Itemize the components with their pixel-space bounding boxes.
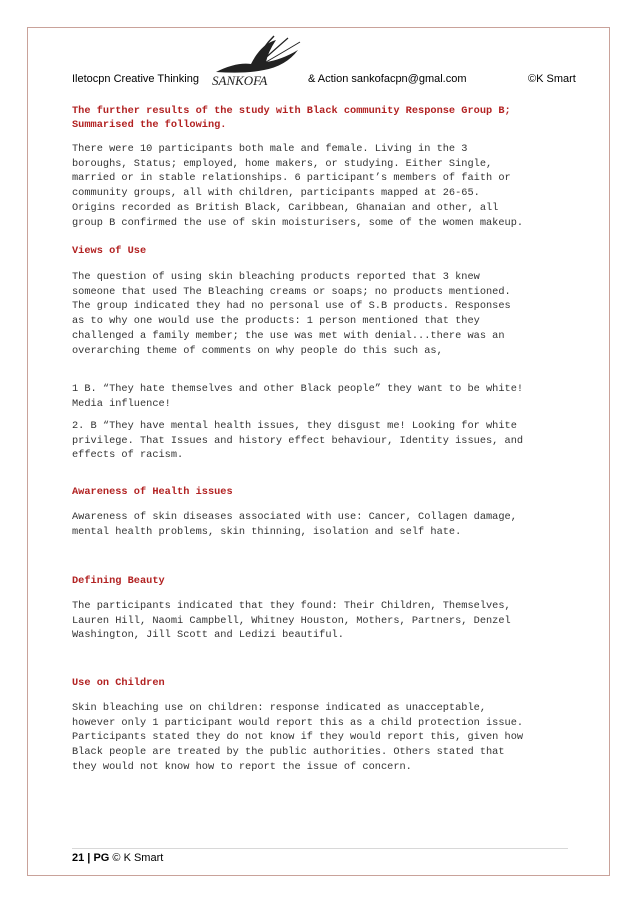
sankofa-logo-icon xyxy=(206,32,306,88)
footer-pg-label: PG xyxy=(93,852,110,864)
header-left-text: Iletocpn Creative Thinking xyxy=(72,73,199,85)
children-paragraph: Skin bleaching use on children: response indicated as unacceptable, however only 1 participant would report this as a child protection issue. Participants stated they do not know if they would report this, given how Black people are treated by the public authorities. Others stated that they would not know how to report the issue of concern. xyxy=(72,702,524,773)
page-footer xyxy=(72,852,163,864)
views-of-use-heading: Views of Use xyxy=(72,245,147,257)
intro-heading-line1: The further results of the study with Black community Response Group B; xyxy=(72,105,511,117)
logo-wordmark: SANKOFA xyxy=(212,73,268,88)
quote-1b: 1 B. “They hate themselves and other Black people” they want to be white! Media influence! xyxy=(72,383,524,410)
beauty-paragraph: The participants indicated that they found: Their Children, Themselves, Lauren Hill, Naomi Campbell, Whitney Houston, Mothers, Partners, Denzel Washington, Jill Scott and Ledizi beautiful. xyxy=(72,600,511,642)
children-heading: Use on Children xyxy=(72,677,165,689)
awareness-paragraph: Awareness of skin diseases associated with use: Cancer, Collagen damage, mental health problems, skin thinning, isolation and self hate. xyxy=(72,511,517,538)
footer-divider xyxy=(72,848,568,849)
footer-copyright: © K Smart xyxy=(109,852,164,864)
header-middle-text: & Action sankofacpn@gmal.com xyxy=(308,73,467,85)
page-header xyxy=(72,70,574,90)
page-number: 21 xyxy=(72,852,85,864)
intro-paragraph: There were 10 participants both male and female. Living in the 3 boroughs, Status; employed, home makers, or studying. Either Single, married or in stable relationships. 6 participant’s members of faith or community groups, all with children, participants mapped at 26-65. Origins recorded as British Black, Caribbean, Ghanaian and other, all group B confirmed the use of skin moisturisers, some of the women makeup. xyxy=(72,143,524,229)
footer-separator: | xyxy=(84,852,94,864)
awareness-heading: Awareness of Health issues xyxy=(72,486,233,498)
beauty-heading: Defining Beauty xyxy=(72,575,165,587)
header-copyright: ©K Smart xyxy=(528,73,576,85)
intro-heading-line2: Summarised the following. xyxy=(72,119,227,131)
quote-2b: 2. B “They have mental health issues, they disgust me! Looking for white privilege. That Issues and history effect behaviour, Identity issues, and effects of racism. xyxy=(72,420,524,462)
views-of-use-paragraph: The question of using skin bleaching products reported that 3 knew someone that used The Bleaching creams or soaps; no products mentioned. The group indicated they had no personal use of S.B products. Responses as to why one would use the products: 1 person mentioned that they challenged a family member; the use was met with denial...there was an overarching theme of comments on why people do this such as, xyxy=(72,271,511,357)
